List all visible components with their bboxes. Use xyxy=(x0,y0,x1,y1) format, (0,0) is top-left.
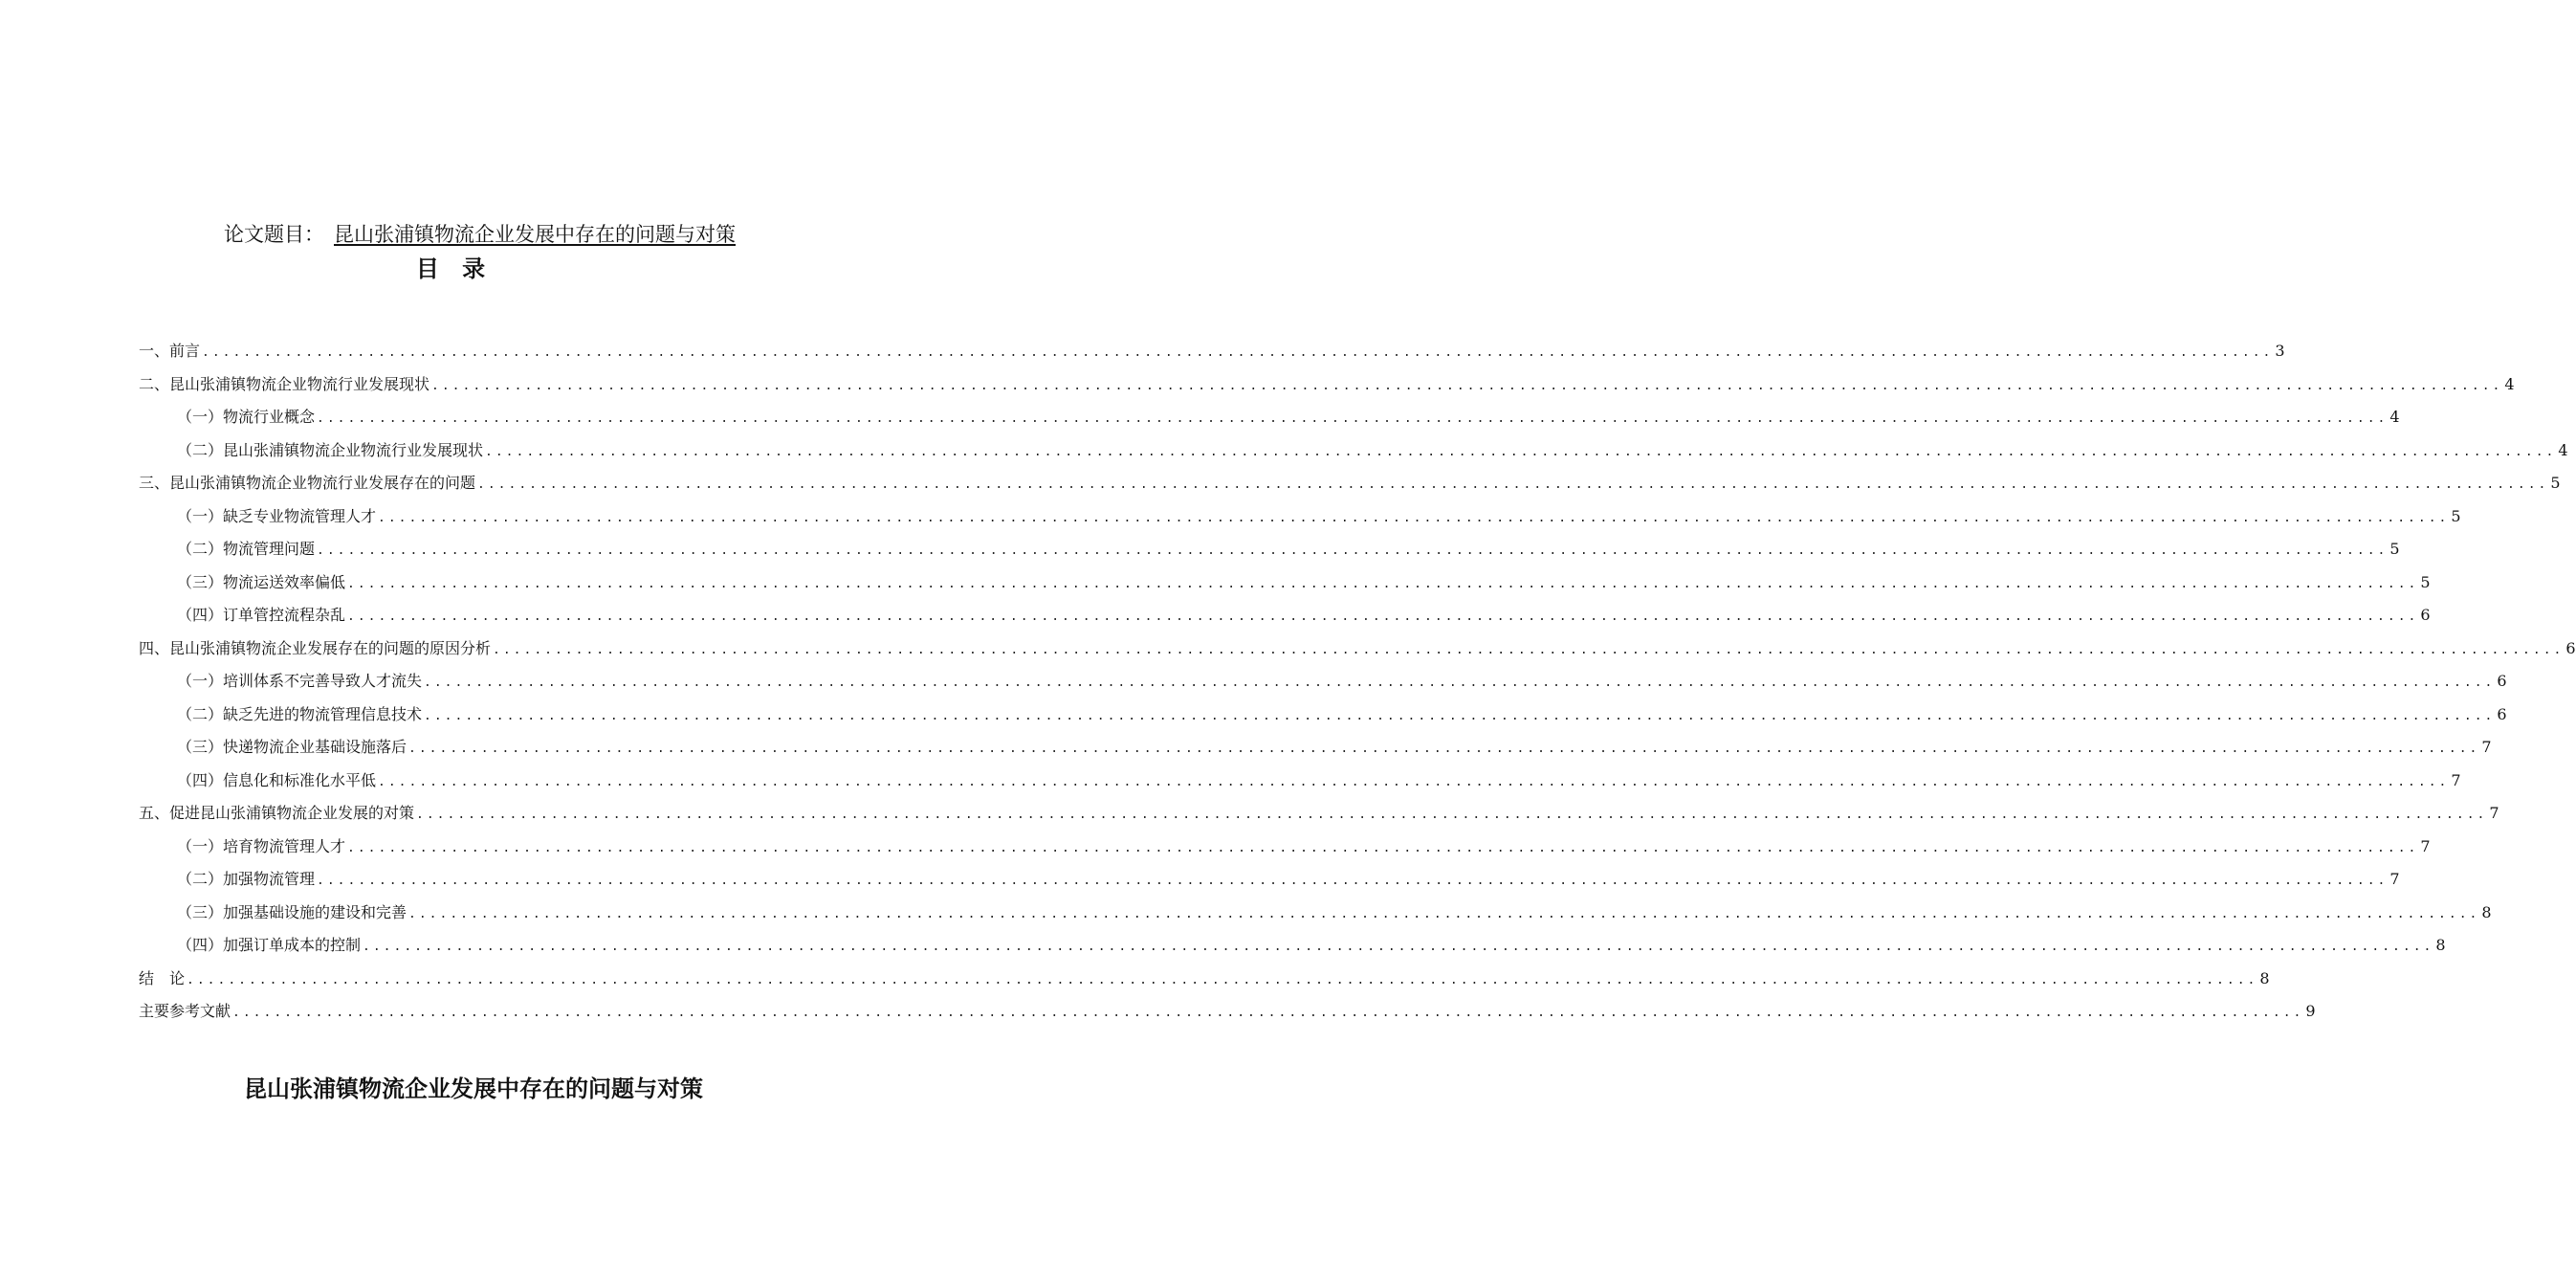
table-of-contents xyxy=(139,335,2576,1029)
toc-page-number: 5 xyxy=(2451,506,2461,525)
toc-page-number: 3 xyxy=(2275,342,2285,360)
toc-entry-label: （一）培训体系不完善导致人才流失 xyxy=(177,672,423,690)
toc-page-number: 8 xyxy=(2259,968,2270,987)
toc-dot-leader: ........................................................................................................................................................................................................ xyxy=(408,742,2480,756)
toc-page-number: 9 xyxy=(2305,1002,2316,1020)
toc-entry[interactable] xyxy=(139,831,2431,864)
thesis-title: 昆山张浦镇物流企业发展中存在的问题与对策 xyxy=(334,223,736,246)
toc-entry[interactable] xyxy=(139,897,2492,930)
toc-entry[interactable] xyxy=(139,566,2431,600)
toc-dot-leader: ........................................................................................................................................................................................................ xyxy=(485,444,2557,459)
toc-dot-leader: ........................................................................................................................................................................................................ xyxy=(317,543,2389,558)
toc-entry-label: 主要参考文献 xyxy=(139,1002,231,1020)
toc-page-number: 7 xyxy=(2481,738,2492,756)
thesis-title-line xyxy=(224,220,736,249)
toc-entry-label: （四）订单管控流程杂乱 xyxy=(177,606,346,624)
toc-page-number: 6 xyxy=(2497,672,2507,690)
toc-entry-label: （二）物流管理问题 xyxy=(177,540,316,558)
toc-dot-leader: ........................................................................................................................................................................................................ xyxy=(416,808,2488,822)
toc-page-number: 4 xyxy=(2389,408,2400,426)
toc-entry-label: （三）快递物流企业基础设施落后 xyxy=(177,738,407,756)
toc-entry-label: （一）培育物流管理人才 xyxy=(177,836,346,855)
toc-entry[interactable] xyxy=(139,665,2507,698)
toc-entry[interactable] xyxy=(139,335,2285,368)
toc-entry-label: （四）加强订单成本的控制 xyxy=(177,936,362,954)
toc-entry-label: 一、前言 xyxy=(139,342,201,360)
toc-dot-leader: ........................................................................................................................................................................................................ xyxy=(477,477,2549,492)
toc-page-number: 6 xyxy=(2497,704,2507,723)
toc-entry[interactable] xyxy=(139,599,2431,632)
toc-heading: 目 录 xyxy=(415,255,494,282)
toc-entry[interactable] xyxy=(139,765,2461,798)
toc-dot-leader: ........................................................................................................................................................................................................ xyxy=(347,840,2419,855)
toc-page-number: 7 xyxy=(2389,870,2400,888)
toc-entry[interactable] xyxy=(139,368,2515,402)
toc-entry-label: （二）昆山张浦镇物流企业物流行业发展现状 xyxy=(177,440,484,459)
toc-dot-leader: ........................................................................................................................................................................................................ xyxy=(424,676,2496,690)
toc-entry-label: （一）物流行业概念 xyxy=(177,408,316,426)
toc-entry[interactable] xyxy=(139,963,2270,996)
toc-page-number: 5 xyxy=(2389,540,2400,558)
toc-page-number: 6 xyxy=(2420,606,2431,624)
toc-entry-label: （三）加强基础设施的建设和完善 xyxy=(177,902,407,921)
toc-page-number: 8 xyxy=(2481,902,2492,921)
toc-dot-leader: ........................................................................................................................................................................................................ xyxy=(202,345,2274,360)
toc-dot-leader: ........................................................................................................................................................................................................ xyxy=(493,642,2565,657)
toc-entry[interactable] xyxy=(139,500,2461,534)
toc-entry-label: 二、昆山张浦镇物流企业物流行业发展现状 xyxy=(139,374,430,393)
toc-page-number: 4 xyxy=(2504,374,2515,393)
toc-entry[interactable] xyxy=(139,863,2400,897)
toc-entry[interactable] xyxy=(139,929,2446,963)
toc-entry-label: 结 论 xyxy=(139,968,186,987)
toc-entry[interactable] xyxy=(139,533,2400,566)
toc-dot-leader: ........................................................................................................................................................................................................ xyxy=(431,378,2503,393)
toc-page-number: 5 xyxy=(2550,474,2561,492)
toc-entry-label: 五、促进昆山张浦镇物流企业发展的对策 xyxy=(139,804,415,822)
toc-page-number: 7 xyxy=(2489,804,2499,822)
toc-page-number: 4 xyxy=(2558,440,2568,459)
toc-entry-label: （二）缺乏先进的物流管理信息技术 xyxy=(177,704,423,723)
toc-dot-leader: ........................................................................................................................................................................................................ xyxy=(347,576,2419,591)
toc-entry-label: 三、昆山张浦镇物流企业物流行业发展存在的问题 xyxy=(139,474,476,492)
toc-page-number: 6 xyxy=(2565,638,2576,657)
toc-entry[interactable] xyxy=(139,731,2492,765)
toc-dot-leader: ........................................................................................................................................................................................................ xyxy=(408,906,2480,921)
toc-entry-label: 四、昆山张浦镇物流企业发展存在的问题的原因分析 xyxy=(139,638,492,657)
toc-dot-leader: ........................................................................................................................................................................................................ xyxy=(317,874,2389,888)
toc-entry[interactable] xyxy=(139,467,2561,500)
toc-page-number: 5 xyxy=(2420,572,2431,591)
toc-dot-leader: ........................................................................................................................................................................................................ xyxy=(378,510,2450,525)
toc-page-number: 8 xyxy=(2435,936,2446,954)
toc-entry[interactable] xyxy=(139,632,2576,666)
toc-dot-leader: ........................................................................................................................................................................................................ xyxy=(187,972,2258,987)
toc-entry[interactable] xyxy=(139,797,2499,831)
toc-entry[interactable] xyxy=(139,401,2400,434)
toc-dot-leader: ........................................................................................................................................................................................................ xyxy=(232,1006,2304,1020)
toc-entry-label: （二）加强物流管理 xyxy=(177,870,316,888)
toc-page-number: 7 xyxy=(2451,770,2461,789)
toc-dot-leader: ........................................................................................................................................................................................................ xyxy=(424,708,2496,723)
thesis-title-prefix: 论文题目： xyxy=(224,223,324,246)
toc-entry[interactable] xyxy=(139,434,2568,468)
toc-entry[interactable] xyxy=(139,995,2316,1029)
toc-page-number: 7 xyxy=(2420,836,2431,855)
toc-entry[interactable] xyxy=(139,698,2507,732)
toc-dot-leader: ........................................................................................................................................................................................................ xyxy=(363,940,2434,954)
toc-entry-label: （四）信息化和标准化水平低 xyxy=(177,770,377,789)
toc-entry-label: （三）物流运送效率偏低 xyxy=(177,572,346,591)
toc-dot-leader: ........................................................................................................................................................................................................ xyxy=(347,610,2419,624)
body-title: 昆山张浦镇物流企业发展中存在的问题与对策 xyxy=(244,1075,703,1102)
toc-dot-leader: ........................................................................................................................................................................................................ xyxy=(317,411,2389,426)
toc-dot-leader: ........................................................................................................................................................................................................ xyxy=(378,774,2450,789)
toc-entry-label: （一）缺乏专业物流管理人才 xyxy=(177,506,377,525)
